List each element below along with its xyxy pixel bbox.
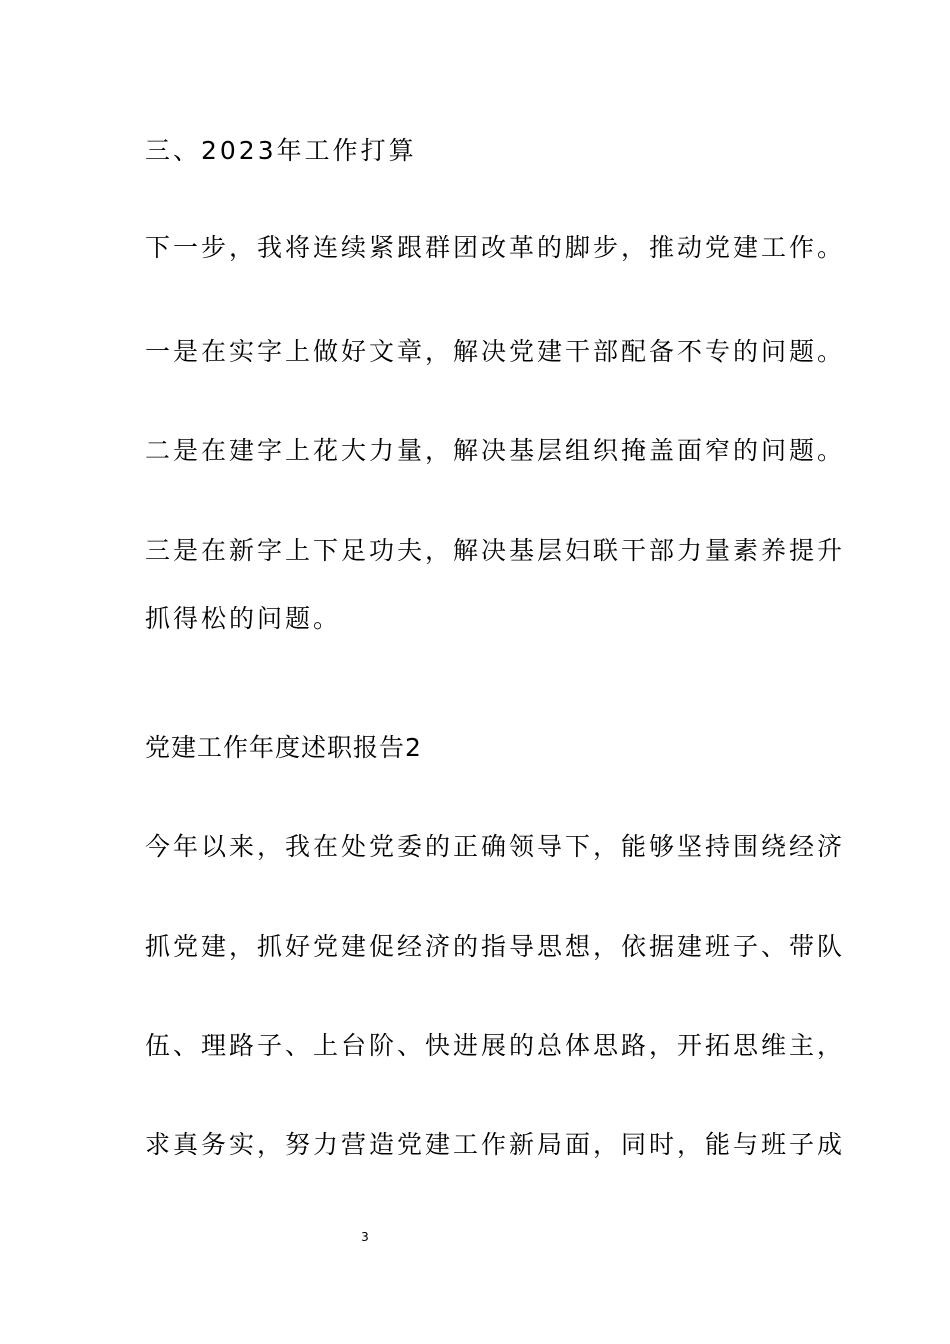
report-title: 党建工作年度述职报告2 bbox=[145, 733, 422, 762]
page-number: 3 bbox=[361, 1230, 369, 1244]
paragraph-line: 抓党建，抓好党建促经济的指导思想，依据建班子、带队 bbox=[145, 932, 846, 961]
paragraph-line: 下一步，我将连续紧跟群团改革的脚步，推动党建工作。 bbox=[145, 233, 846, 262]
paragraph-line: 二是在建字上花大力量，解决基层组织掩盖面窄的问题。 bbox=[145, 436, 846, 465]
paragraph-line: 抓得松的问题。 bbox=[145, 604, 342, 633]
paragraph-line: 求真务实，努力营造党建工作新局面，同时，能与班子成 bbox=[145, 1130, 846, 1159]
paragraph-line: 一是在实字上做好文章，解决党建干部配备不专的问题。 bbox=[145, 337, 846, 366]
section-heading: 三、2023年工作打算 bbox=[145, 136, 417, 165]
paragraph-line: 今年以来，我在处党委的正确领导下，能够坚持围绕经济 bbox=[145, 832, 846, 861]
paragraph-line: 伍、理路子、上台阶、快进展的总体思路，开拓思维主， bbox=[145, 1031, 846, 1060]
paragraph-line: 三是在新字上下足功夫，解决基层妇联干部力量素养提升 bbox=[145, 536, 846, 565]
